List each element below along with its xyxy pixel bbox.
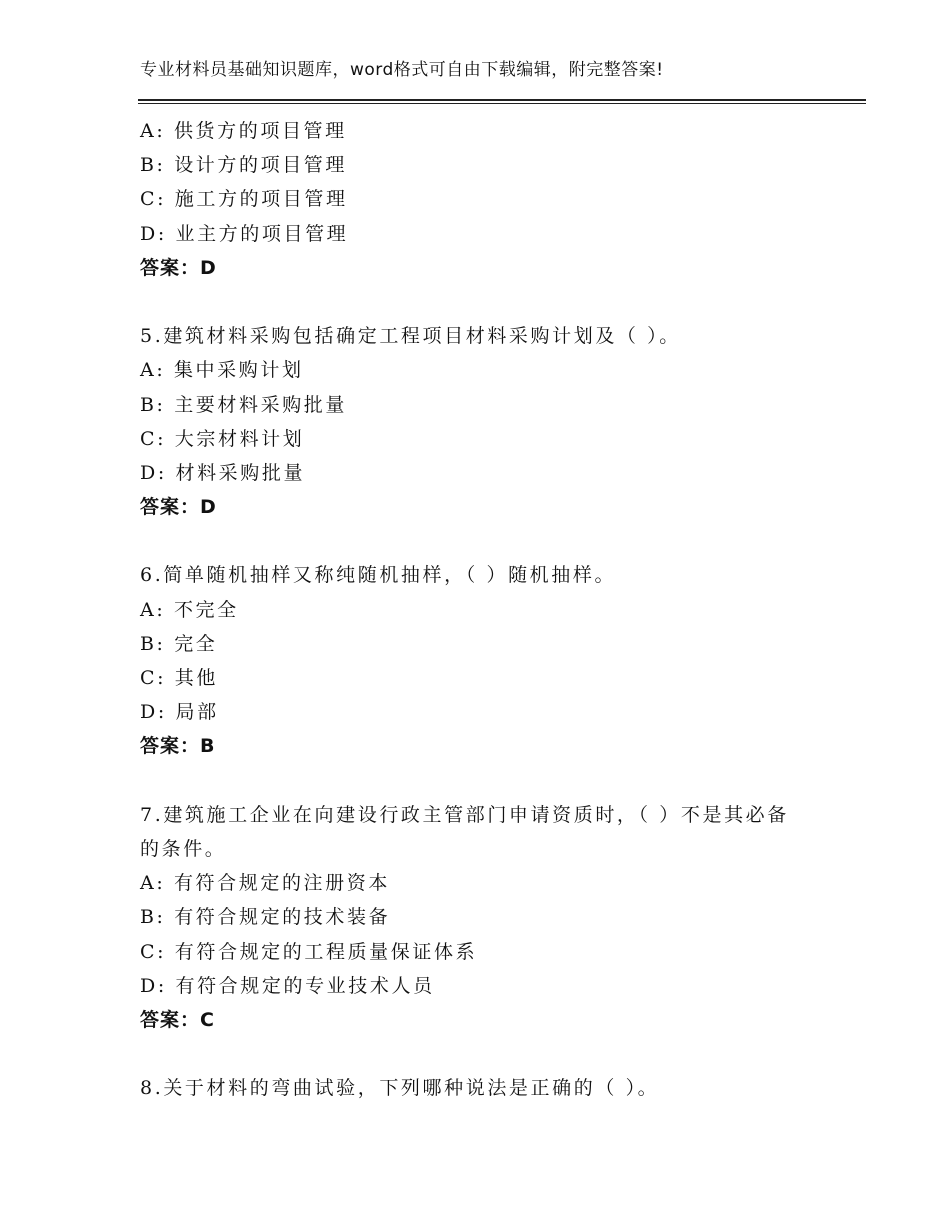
question-stem-line-1: 7.建筑施工企业在向建设行政主管部门申请资质时，（ ）不是其必备 <box>140 803 789 826</box>
spacer <box>140 1037 820 1071</box>
spacer <box>140 764 820 798</box>
answer: 答案：D <box>140 256 217 279</box>
question-stem: 8.关于材料的弯曲试验，下列哪种说法是正确的（ ）。 <box>140 1077 660 1100</box>
question-list <box>140 114 820 1105</box>
question-stem-line-2: 的条件。 <box>140 837 227 860</box>
option-c: C: 施工方的项目管理 <box>140 188 348 211</box>
header-rule-thin <box>138 103 866 104</box>
option-c: C: 其他 <box>140 667 218 689</box>
question-7 <box>140 798 820 1037</box>
option-d: D: 局部 <box>140 701 219 724</box>
option-c: C: 大宗材料计划 <box>140 427 305 450</box>
option-d: D: 有符合规定的专业技术人员 <box>140 974 435 997</box>
spacer <box>140 524 820 558</box>
question-8 <box>140 1071 820 1105</box>
spacer <box>140 285 820 319</box>
option-c: C: 有符合规定的工程质量保证体系 <box>140 940 478 963</box>
option-a: A: 供货方的项目管理 <box>140 120 347 142</box>
page-header: 专业材料员基础知识题库，word格式可自由下载编辑，附完整答案! <box>140 60 664 80</box>
option-a: A: 集中采购计划 <box>140 359 304 382</box>
option-b: B: 完全 <box>140 632 218 655</box>
option-a: A: 有符合规定的注册资本 <box>140 872 390 895</box>
option-d: D: 业主方的项目管理 <box>140 222 349 245</box>
answer: 答案：C <box>140 1008 215 1031</box>
question-4 <box>140 114 820 285</box>
option-a: A: 不完全 <box>140 598 239 621</box>
answer: 答案：D <box>140 496 217 519</box>
question-6 <box>140 558 820 763</box>
header-rule-thick <box>138 99 866 101</box>
option-d: D: 材料采购批量 <box>140 461 306 484</box>
question-stem: 6.简单随机抽样又称纯随机抽样，（ ）随机抽样。 <box>140 564 617 587</box>
option-b: B: 设计方的项目管理 <box>140 154 348 177</box>
option-b: B: 有符合规定的技术装备 <box>140 906 391 929</box>
answer: 答案：B <box>140 735 216 758</box>
option-b: B: 主要材料采购批量 <box>140 393 348 416</box>
question-stem: 5.建筑材料采购包括确定工程项目材料采购计划及（ ）。 <box>140 325 681 348</box>
question-5 <box>140 319 820 524</box>
